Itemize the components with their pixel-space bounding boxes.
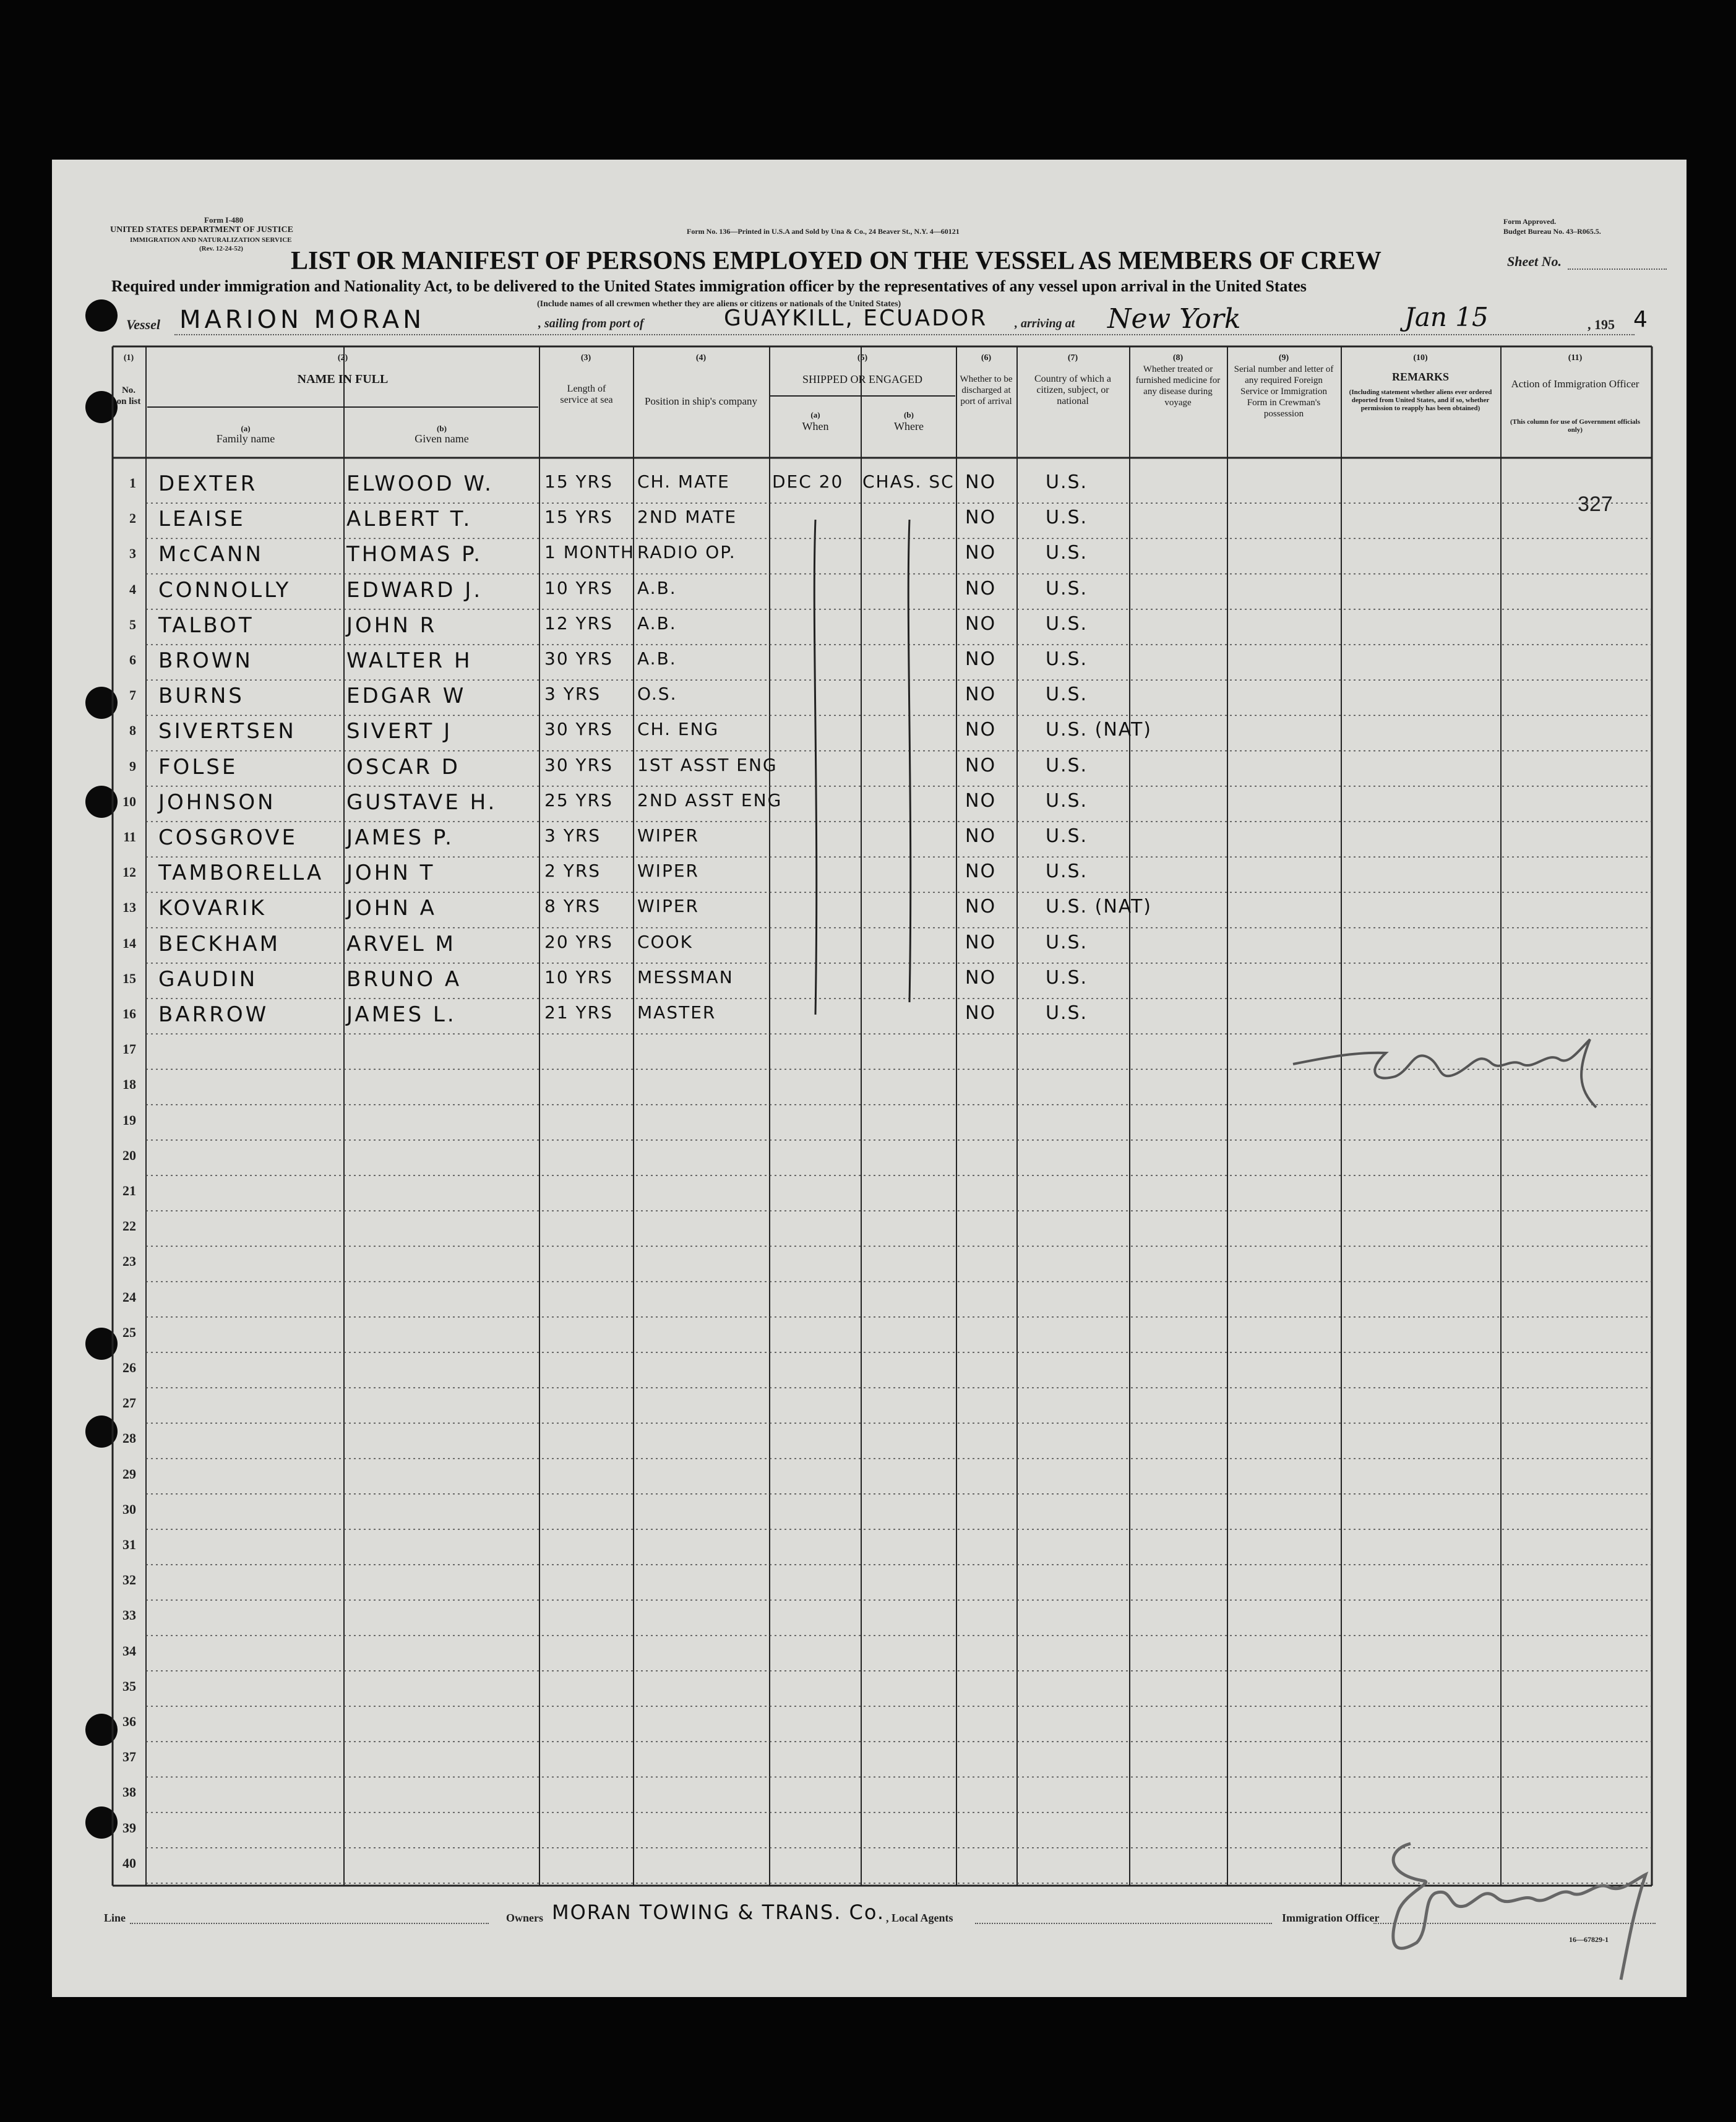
row-number: 26: [122, 1360, 136, 1375]
family-name: BURNS: [158, 684, 244, 709]
ship-position: CH. ENG: [637, 719, 720, 740]
country: U.S.: [1046, 754, 1088, 776]
col4-label: Position in ship's company: [644, 395, 758, 407]
given-name: THOMAS P.: [346, 542, 483, 567]
col2-label: NAME IN FULL: [297, 372, 389, 386]
owners-label: Owners: [506, 1912, 543, 1924]
row-number: 14: [122, 935, 136, 951]
row-number: 18: [122, 1076, 136, 1093]
service-length: 3 YRS: [544, 825, 601, 846]
ship-position: MESSMAN: [637, 966, 734, 987]
row-number: 39: [122, 1819, 136, 1836]
col9-num: (9): [1278, 353, 1289, 363]
discharged: NO: [965, 648, 997, 670]
row-number: 33: [122, 1607, 136, 1623]
arriving-label: , arriving at: [1015, 317, 1075, 330]
service-length: 3 YRS: [544, 684, 601, 705]
service-length: 15 YRS: [544, 507, 613, 528]
row-number: 12: [122, 864, 136, 880]
budget-bureau: Budget Bureau No. 43–R065.5.: [1503, 227, 1601, 236]
row-number: 10: [122, 793, 136, 809]
ship-position: A.B.: [637, 577, 677, 598]
row-number: 5: [129, 616, 136, 632]
col6-label: Whether to be discharged at port of arrival: [960, 374, 1013, 406]
service-length: 10 YRS: [544, 577, 613, 598]
service-length: 12 YRS: [544, 612, 613, 634]
service-length: 30 YRS: [544, 754, 613, 775]
row-number: 19: [122, 1112, 136, 1128]
officer-label: Immigration Officer: [1282, 1912, 1380, 1924]
row-number: 3: [129, 546, 136, 562]
service-length: 20 YRS: [544, 931, 613, 952]
agents-label: , Local Agents: [886, 1912, 953, 1924]
col10-label: REMARKS: [1391, 371, 1449, 383]
country: U.S.: [1046, 966, 1088, 989]
footer-code: 16—67829-1: [1569, 1935, 1609, 1944]
row-number: 11: [123, 829, 136, 844]
discharged: NO: [965, 507, 997, 529]
ship-position: WIPER: [637, 896, 699, 917]
family-name: COSGROVE: [158, 825, 298, 850]
family-name: DEXTER: [158, 471, 258, 496]
discharged: NO: [965, 471, 997, 493]
given-name: ALBERT T.: [346, 507, 473, 532]
discharged: NO: [965, 966, 997, 989]
arrival-port: New York: [1107, 303, 1241, 335]
col2a-num: (a): [241, 424, 251, 433]
given-name: ELWOOD W.: [346, 471, 494, 496]
discharged: NO: [965, 612, 997, 635]
country: U.S.: [1046, 931, 1088, 953]
form-number-left: Form I-480: [204, 215, 244, 225]
row-number: 24: [122, 1289, 136, 1305]
col2-num: (2): [337, 353, 348, 363]
col2b-label: Given name: [415, 432, 469, 445]
ship-position: 1ST ASST ENG: [637, 754, 778, 775]
col2a-label: Family name: [216, 432, 275, 445]
country: U.S.: [1046, 861, 1088, 883]
given-name: JAMES L.: [346, 1002, 457, 1027]
col6-num: (6): [981, 353, 992, 363]
form-approved: Form Approved.: [1503, 217, 1557, 226]
ship-position: COOK: [637, 931, 693, 952]
sailing-label: , sailing from port of: [538, 317, 644, 330]
col11-note: (This column for use of Government officials only): [1510, 418, 1640, 434]
col7-num: (7): [1067, 353, 1078, 363]
col1-num: (1): [123, 353, 134, 363]
service-length: 25 YRS: [544, 789, 613, 810]
year-digit: 4: [1633, 307, 1648, 332]
arrival-date: Jan 15: [1404, 302, 1489, 332]
family-name: CONNOLLY: [158, 577, 291, 603]
given-name: GUSTAVE H.: [346, 789, 497, 815]
vessel-name: MARION MORAN: [179, 306, 426, 334]
service-name: IMMIGRATION AND NATURALIZATION SERVICE: [130, 236, 292, 244]
shipped-when: DEC 20: [772, 471, 844, 492]
row-number: 6: [129, 652, 136, 668]
col5-label: SHIPPED OR ENGAGED: [802, 373, 922, 385]
department-name: UNITED STATES DEPARTMENT OF JUSTICE: [110, 225, 293, 234]
row-number: 36: [122, 1714, 136, 1729]
discharged: NO: [965, 1002, 997, 1024]
row-number: 9: [129, 758, 136, 774]
service-length: 30 YRS: [544, 719, 613, 740]
discharged: NO: [965, 789, 997, 812]
col5a-num: (a): [810, 410, 820, 419]
given-name: SIVERT J: [346, 719, 453, 744]
col5b-label: Where: [894, 420, 924, 432]
officer-signature-mark: [1287, 1015, 1621, 1114]
row-number: 17: [122, 1041, 136, 1057]
country: U.S.: [1046, 471, 1088, 493]
discharged: NO: [965, 896, 997, 918]
family-name: McCANN: [158, 542, 264, 567]
row-number: 13: [122, 900, 136, 916]
given-name: BRUNO A: [346, 966, 462, 992]
country: U.S.: [1046, 1002, 1088, 1024]
country: U.S. (NAT): [1046, 719, 1152, 741]
ship-position: 2ND ASST ENG: [637, 789, 783, 810]
ship-position: O.S.: [637, 684, 677, 705]
family-name: TAMBORELLA: [158, 861, 324, 886]
discharged: NO: [965, 684, 997, 706]
given-name: WALTER H: [346, 648, 473, 673]
discharged: NO: [965, 754, 997, 776]
form-title: LIST OR MANIFEST OF PERSONS EMPLOYED ON THE VESSEL AS MEMBERS OF CREW: [291, 247, 1381, 275]
owners-value: MORAN TOWING & TRANS. Co.: [552, 1901, 885, 1924]
ship-position: A.B.: [637, 648, 677, 669]
given-name: JOHN R: [346, 612, 437, 638]
family-name: TALBOT: [158, 612, 254, 638]
row-number: 30: [122, 1501, 136, 1517]
row-number: 22: [122, 1218, 136, 1234]
col5b-num: (b): [904, 410, 914, 419]
col10-note: (Including statement whether aliens ever ordered deported from United States, and if so, whether permission to reapply has been obtained): [1349, 389, 1492, 412]
col2b-num: (b): [437, 424, 447, 433]
family-name: BARROW: [158, 1002, 269, 1027]
ship-position: 2ND MATE: [637, 507, 737, 528]
service-length: 2 YRS: [544, 861, 601, 882]
ship-position: RADIO OP.: [637, 542, 736, 563]
col3-label: Length of service at sea: [560, 384, 613, 405]
given-name: EDGAR W: [346, 684, 466, 709]
family-name: KOVARIK: [158, 896, 267, 921]
include-note: (Include names of all crewmen whether they are aliens or citizens or nationals of the United States): [537, 299, 901, 309]
family-name: BECKHAM: [158, 931, 281, 956]
discharged: NO: [965, 577, 997, 599]
row-number: 23: [122, 1253, 136, 1269]
country: U.S.: [1046, 542, 1088, 564]
printer-note: Form No. 136—Printed in U.S.A and Sold by Una & Co., 24 Beaver St., N.Y. 4—60121: [687, 227, 960, 236]
discharged: NO: [965, 861, 997, 883]
col4-num: (4): [695, 353, 707, 363]
col11-label: Action of Immigration Officer: [1511, 378, 1639, 390]
service-length: 15 YRS: [544, 471, 613, 492]
vessel-label: Vessel: [126, 317, 160, 332]
row-number: 28: [122, 1430, 136, 1446]
line-label: Line: [104, 1912, 126, 1924]
row-number: 37: [122, 1749, 136, 1765]
row-number: 34: [122, 1643, 136, 1659]
form-subtitle: Required under immigration and Nationality Act, to be delivered to the United States immigration officer by the representatives of any vessel upon arrival in the United States: [111, 277, 1307, 295]
departure-port: GUAYKILL, ECUADOR: [724, 306, 988, 331]
family-name: LEAISE: [158, 507, 246, 532]
col10-num: (10): [1413, 353, 1428, 363]
sheet-count: 327: [1578, 492, 1613, 516]
family-name: BROWN: [158, 648, 253, 673]
col8-num: (8): [1172, 353, 1184, 363]
discharged: NO: [965, 719, 997, 741]
ship-position: WIPER: [637, 861, 699, 882]
row-number: 29: [122, 1466, 136, 1482]
ship-position: A.B.: [637, 612, 677, 634]
given-name: OSCAR D: [346, 754, 460, 780]
row-number: 20: [122, 1147, 136, 1163]
row-number: 7: [129, 687, 136, 703]
country: U.S.: [1046, 577, 1088, 599]
row-number: 31: [122, 1537, 136, 1552]
row-number: 21: [122, 1183, 136, 1198]
family-name: FOLSE: [158, 754, 238, 780]
row-number: 27: [122, 1395, 136, 1411]
country: U.S. (NAT): [1046, 896, 1152, 918]
col8-label: Whether treated or furnished medicine for any disease during voyage: [1135, 364, 1221, 408]
col5a-label: When: [802, 420, 829, 432]
row-number: 1: [129, 475, 136, 491]
ship-position: MASTER: [637, 1002, 716, 1023]
family-name: GAUDIN: [158, 966, 258, 992]
family-name: SIVERTSEN: [158, 719, 296, 744]
row-number: 40: [122, 1855, 136, 1871]
discharged: NO: [965, 825, 997, 847]
given-name: EDWARD J.: [346, 577, 483, 603]
service-length: 21 YRS: [544, 1002, 613, 1023]
service-length: 8 YRS: [544, 896, 601, 917]
col11-num: (11): [1568, 353, 1583, 363]
col3-num: (3): [580, 353, 591, 363]
row-number: 4: [129, 581, 136, 597]
row-number: 15: [122, 970, 136, 986]
service-length: 30 YRS: [544, 648, 613, 669]
revision-date: (Rev. 12-24-52): [199, 245, 243, 252]
discharged: NO: [965, 542, 997, 564]
country: U.S.: [1046, 684, 1088, 706]
row-number: 32: [122, 1572, 136, 1588]
year-prefix: , 195: [1588, 317, 1615, 332]
sheet-number-label: Sheet No.: [1507, 254, 1562, 269]
row-number: 35: [122, 1678, 136, 1694]
country: U.S.: [1046, 507, 1088, 529]
row-number: 16: [122, 1006, 136, 1021]
given-name: JOHN T: [346, 861, 436, 886]
service-length: 10 YRS: [544, 966, 613, 987]
col5-num: (5): [857, 353, 868, 363]
shipped-where: CHAS. SC: [862, 471, 955, 492]
immigration-officer-signature: [1361, 1825, 1683, 1986]
row-number: 38: [122, 1784, 136, 1800]
row-number: 2: [129, 510, 136, 526]
ship-position: CH. MATE: [637, 471, 730, 492]
country: U.S.: [1046, 648, 1088, 670]
row-number: 8: [129, 723, 136, 739]
row-number: 25: [122, 1324, 136, 1340]
given-name: ARVEL M: [346, 931, 456, 956]
country: U.S.: [1046, 789, 1088, 812]
col1-label: No. on list: [116, 385, 141, 406]
family-name: JOHNSON: [158, 789, 276, 815]
given-name: JAMES P.: [346, 825, 454, 850]
service-length: 1 MONTH: [544, 542, 635, 563]
given-name: JOHN A: [346, 896, 437, 921]
col7-label: Country of which a citizen, subject, or national: [1034, 374, 1111, 406]
ship-position: WIPER: [637, 825, 699, 846]
discharged: NO: [965, 931, 997, 953]
country: U.S.: [1046, 612, 1088, 635]
country: U.S.: [1046, 825, 1088, 847]
col9-label: Serial number and letter of any required Foreign Service or Immigration Form in Crewman's possession: [1234, 364, 1334, 419]
